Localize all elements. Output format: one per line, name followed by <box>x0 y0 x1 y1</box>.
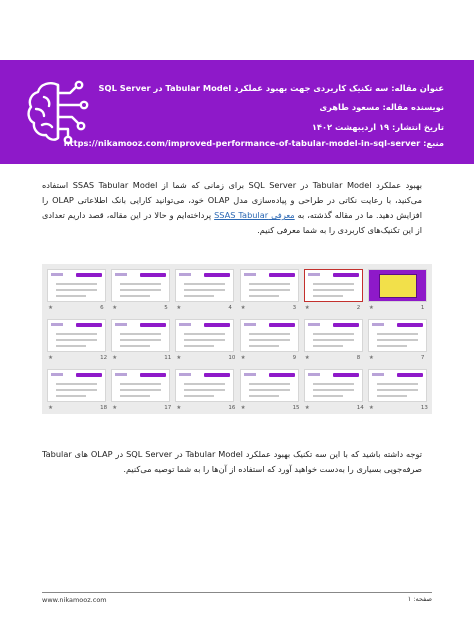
slide-content <box>120 395 150 397</box>
page-number: صفحه: ۱ <box>407 595 432 603</box>
slide-content <box>120 339 161 341</box>
slide-content <box>249 345 279 347</box>
slide-content <box>204 323 230 327</box>
slide-content <box>56 345 86 347</box>
slide-content <box>184 289 225 291</box>
slide-transition-icon: ★ <box>368 405 374 411</box>
slide-content <box>204 373 230 377</box>
slide-content <box>140 323 166 327</box>
slide-thumbnail[interactable] <box>304 319 363 352</box>
slide-content <box>397 373 423 377</box>
slide-content <box>377 333 418 335</box>
slide-transition-icon: ★ <box>304 405 310 411</box>
slide-content <box>140 373 166 377</box>
article-author: نویسنده مقاله: مسعود طاهری <box>319 102 444 112</box>
slide-content <box>115 323 127 326</box>
slide-transition-icon: ★ <box>112 305 118 311</box>
slide-thumbnail[interactable] <box>240 269 299 302</box>
slide-content <box>269 323 295 327</box>
slide-content <box>184 333 225 335</box>
slide-content <box>377 345 407 347</box>
slide-content <box>120 383 161 385</box>
slide-thumbnail[interactable] <box>111 369 170 402</box>
slide-content <box>184 339 225 341</box>
slide-thumbnail[interactable] <box>240 319 299 352</box>
slide-content <box>56 395 86 397</box>
slide-content <box>313 283 354 285</box>
slide-content <box>184 395 214 397</box>
intro-paragraph <box>42 178 422 238</box>
slide-number: 14 <box>356 405 364 411</box>
slide-transition-icon: ★ <box>48 355 54 361</box>
slide-content <box>120 283 161 285</box>
slide-thumbnail[interactable] <box>175 269 234 302</box>
slide-content <box>51 323 63 326</box>
slide-content <box>249 383 290 385</box>
slide-content <box>51 373 63 376</box>
slide-content <box>313 289 354 291</box>
slide-thumbnail[interactable] <box>368 319 427 352</box>
slide-content <box>249 283 290 285</box>
slide-content <box>249 289 290 291</box>
slide-thumbnail[interactable] <box>175 319 234 352</box>
slide-content <box>120 345 150 347</box>
slide-content <box>76 323 102 327</box>
slide-number: 8 <box>356 355 361 361</box>
slide-number: 12 <box>100 355 108 361</box>
slide-number: 15 <box>292 405 300 411</box>
slide-transition-icon: ★ <box>304 355 310 361</box>
slide-number: 5 <box>164 305 168 311</box>
slide-thumbnail[interactable] <box>240 369 299 402</box>
slide-number: 11 <box>164 355 172 361</box>
slide-content <box>249 295 279 297</box>
conclusion-paragraph: توجه داشته باشید که با این سه تکنیک بهبود عملکرد Tabular Model در SQL Server در OLAP های Tabular صرفه‌جویی بسیاری را به‌دست خواهید آورد که استفاده از آن‌ها را به شما توصیه می‌کنیم. <box>42 449 423 474</box>
slide-content <box>377 395 407 397</box>
slide-content <box>313 333 354 335</box>
slide-content <box>120 289 161 291</box>
slide-content <box>51 273 63 276</box>
slide-content <box>179 273 191 276</box>
slide-content <box>184 345 214 347</box>
slide-content <box>56 333 97 335</box>
slide-content <box>184 383 225 385</box>
slide-number: 18 <box>100 405 108 411</box>
slide-content <box>249 339 290 341</box>
slide-thumbnail[interactable] <box>368 369 427 402</box>
slide-content <box>76 273 102 277</box>
slide-thumbnail[interactable] <box>47 369 106 402</box>
cover-slide-graphic <box>379 274 417 298</box>
slide-content <box>179 373 191 376</box>
slide-content <box>313 295 343 297</box>
slide-content <box>76 373 102 377</box>
slide-transition-icon: ★ <box>48 305 54 311</box>
slide-transition-icon: ★ <box>240 405 246 411</box>
slide-content <box>377 383 418 385</box>
slide-content <box>115 273 127 276</box>
slide-content <box>56 283 97 285</box>
slide-number: 3 <box>292 305 297 311</box>
slide-content <box>397 323 423 327</box>
slide-thumbnail-grid <box>42 264 432 414</box>
slide-transition-icon: ★ <box>176 405 182 411</box>
slide-content <box>204 273 230 277</box>
slide-transition-icon: ★ <box>112 405 118 411</box>
slide-number: 1 <box>420 305 425 311</box>
slide-thumbnail[interactable] <box>111 319 170 352</box>
slide-content <box>249 333 290 335</box>
slide-content <box>269 373 295 377</box>
slide-number: 10 <box>228 355 236 361</box>
slide-content <box>333 273 359 277</box>
slide-number: 4 <box>228 305 232 311</box>
slide-content <box>308 273 320 276</box>
slide-transition-icon: ★ <box>368 355 374 361</box>
footer-divider <box>42 592 432 593</box>
slide-transition-icon: ★ <box>176 305 182 311</box>
slide-content <box>244 373 256 376</box>
slide-content <box>249 395 279 397</box>
slide-content <box>333 323 359 327</box>
slide-transition-icon: ★ <box>304 305 310 311</box>
slide-content <box>179 323 191 326</box>
slide-thumbnail[interactable] <box>111 269 170 302</box>
slide-transition-icon: ★ <box>48 405 54 411</box>
slide-thumbnail[interactable] <box>304 369 363 402</box>
slide-thumbnail[interactable] <box>304 269 363 302</box>
slide-thumbnail[interactable] <box>175 369 234 402</box>
slide-number: 6 <box>100 305 104 311</box>
intro-text-b: پرداخته‌ایم و حالا در این مقاله، قصد داریم تعدادی از این تکنیک‌های کاربردی را به شما معرفی کنیم. <box>42 210 422 235</box>
slide-content <box>120 389 161 391</box>
slide-content <box>244 273 256 276</box>
slide-transition-icon: ★ <box>240 305 246 311</box>
ssas-tabular-link[interactable]: معرفی SSAS Tabular <box>214 210 295 220</box>
slide-number: 17 <box>164 405 172 411</box>
slide-number: 16 <box>228 405 236 411</box>
slide-content <box>140 273 166 277</box>
slide-content <box>56 295 86 297</box>
slide-content <box>56 383 97 385</box>
slide-content <box>377 339 418 341</box>
footer-website[interactable]: www.nikamooz.com <box>42 596 107 604</box>
slide-transition-icon: ★ <box>368 305 374 311</box>
slide-number: 13 <box>420 405 428 411</box>
slide-content <box>313 339 354 341</box>
slide-content <box>269 273 295 277</box>
slide-content <box>249 389 290 391</box>
slide-number: 9 <box>292 355 297 361</box>
header-banner <box>0 60 474 164</box>
slide-content <box>333 373 359 377</box>
slide-content <box>372 373 384 376</box>
slide-number: 2 <box>356 305 361 311</box>
slide-content <box>184 295 214 297</box>
article-source[interactable]: منبع: https://nikamooz.com/improved-performance-of-tabular-model-in-sql-server <box>63 138 444 148</box>
slide-content <box>313 389 354 391</box>
slide-content <box>313 345 343 347</box>
slide-transition-icon: ★ <box>240 355 246 361</box>
slide-transition-icon: ★ <box>176 355 182 361</box>
slide-transition-icon: ★ <box>112 355 118 361</box>
article-title: عنوان مقاله: سه تکنیک کاربردی جهت بهبود عملکرد Tabular Model در SQL Server <box>98 83 444 93</box>
slide-content <box>313 383 354 385</box>
slide-content <box>56 289 97 291</box>
slide-thumbnail[interactable] <box>47 269 106 302</box>
slide-content <box>308 373 320 376</box>
slide-content <box>377 389 418 391</box>
slide-content <box>184 389 225 391</box>
slide-content <box>372 323 384 326</box>
slide-content <box>56 389 97 391</box>
slide-number: 7 <box>420 355 425 361</box>
slide-content <box>184 283 225 285</box>
slide-thumbnail[interactable] <box>47 319 106 352</box>
slide-content <box>244 323 256 326</box>
slide-content <box>120 333 161 335</box>
article-date: تاریخ انتشار: ۱۹ اردیبهشت ۱۴۰۲ <box>311 122 444 132</box>
slide-content <box>120 295 150 297</box>
slide-content <box>308 323 320 326</box>
slide-content <box>313 395 343 397</box>
slide-thumbnail[interactable] <box>368 269 427 302</box>
slide-content <box>56 339 97 341</box>
slide-content <box>115 373 127 376</box>
intro-text-a: بهبود عملکرد Tabular Model در SQL Server برای زمانی که شما از SSAS Tabular Model استفاده می‌کنید، با رعایت نکاتی در طراحی و پیاده‌سازی مدل OLAP خود، می‌توانید کارایی بانک اطلاعاتی OLAP را افزایش دهید. ما در مقاله گذشته، به <box>42 180 422 220</box>
